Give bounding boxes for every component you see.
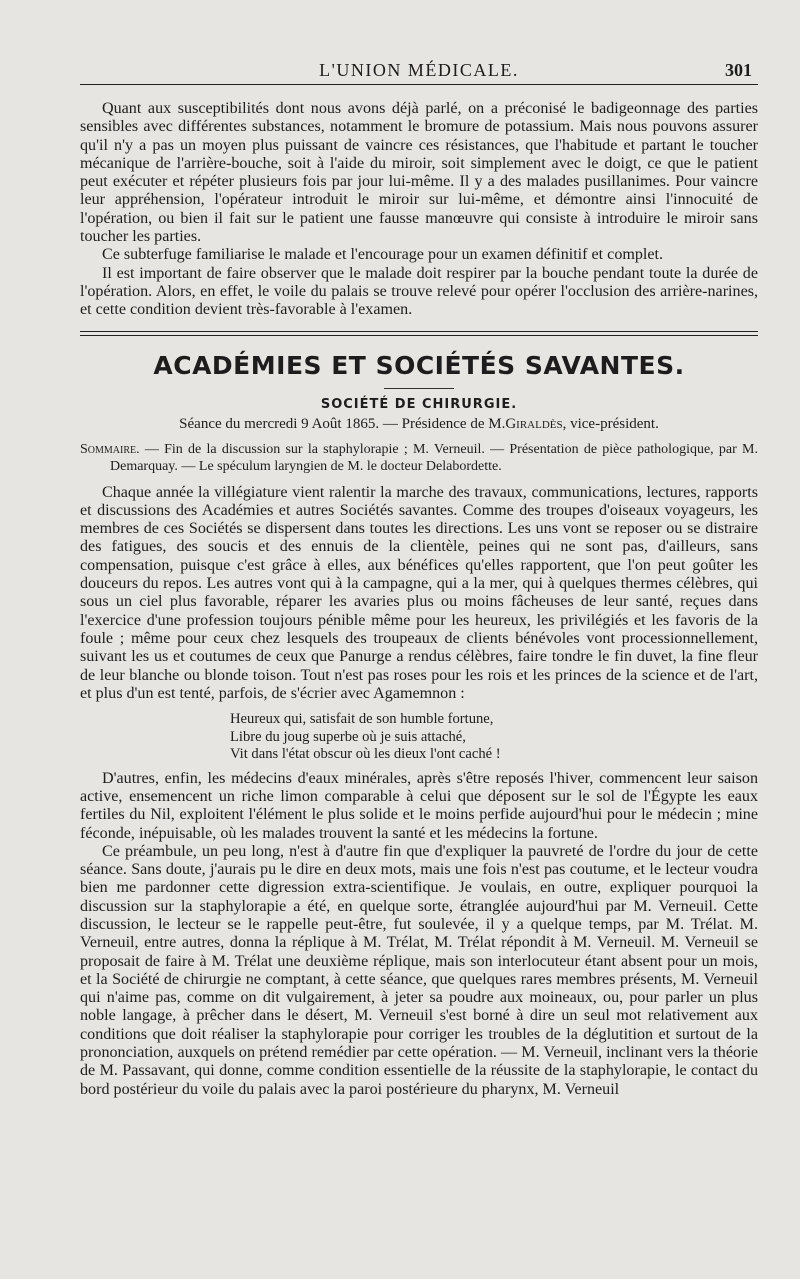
- body-paragraph-1: Chaque année la villégiature vient ralentir la marche des travaux, communications, lectures, rapports et discussions des Académies et autres Sociétés savantes. Comme des troupes d'oiseaux voyageurs, les membres de ces Sociétés se dispersent dans toutes les directions. Les uns vont se reposer ou se distraire des fatigues, des soucis et des ennuis de la clientèle, peines qui ne sont pas, d'ailleurs, sans compensation, puisque c'est grâce à elles, aux bénéfices qu'elles rapportent, que l'on peut goûter les douceurs du repos. Les autres vont qui à la campagne, qui a la mer, qui à quelques thermes célèbres, qui sous un ciel plus favorable, réparer les avaries plus ou moins fâcheuses de leur santé, reçues dans l'exercice d'une profession toujours pénible même pour les heureux, les privilégiés et les favoris de la foule ; même pour ceux chez lesquels des troupeaux de clients bénévoles vont processionnellement, suivant les us et coutumes de ceux que Panurge a rendus célèbres, faire tondre le fin duvet, la fine fleur de leur blanche ou blonde toison. Tout n'est pas roses pour les rois et les princes de la science et de l'art, et plus d'un est tenté, parfois, de s'écrier avec Agamemnon :: [80, 483, 758, 702]
- seance-text-end: , vice-président.: [562, 415, 659, 432]
- society-heading: SOCIÉTÉ DE CHIRURGIE.: [320, 396, 518, 412]
- intro-paragraph-1: Quant aux susceptibilités dont nous avons déjà parlé, on a préconisé le badigeonnage des parties sensibles avec différentes substances, notamment le bromure de potassium. Mais nous pouvons assurer qu'il n'y a pas un moyen plus puissant de vaincre ces résistances, que l'habitude et partant le toucher mécanique de l'arrière-bouche, soit à l'aide du miroir, soit simplement avec le doigt, ce que le patient peut exécuter et répéter plusieurs fois par jour lui-même. Il y a des malades pusillanimes. Pour vaincre leur appréhension, l'opérateur introduit le miroir sur lui-même, et démontre ainsi l'innocuité de l'opération, ou bien il fait sur le patient une fausse manœuvre qui consiste à introduire le miroir sans toucher les parties.: [80, 100, 758, 246]
- seance-president: Giraldès: [505, 415, 563, 432]
- body-paragraph-3: Ce préambule, un peu long, n'est à d'autre fin que d'expliquer la pauvreté de l'ordre du jour de cette séance. Sans doute, j'aurais pu le dire en deux mots, mais une fois n'est pas coutume, et le lecteur voudra bien me pardonner cette digression extra-scientifique. Je voulais, en outre, expliquer pourquoi la discussion sur la staphylorapie a été, en quelque sorte, étranglée aujourd'hui par M. Verneuil. Cette discussion, le lecteur se le rappelle peut-être, fut soulevée, il y a quelque temps, par M. Trélat. M. Verneuil, entre autres, donna la réplique à M. Trélat, M. Trélat répondit à M. Verneuil. M. Verneuil se proposait de faire à M. Trélat une deuxième réplique, mais son interlocuteur étant absent pour un mois, et la Société de chirurgie ne comptant, à cette séance, que quelques rares membres présents, M. Verneuil qui n'aime pas, comme on dit vulgairement, à jeter sa poudre aux moineaux, ou, pour parler un plus noble langage, à prêcher dans le désert, M. Verneuil s'est borné à dire un seul mot relativement aux conditions que doit réaliser la staphylorapie pour corriger les troubles de la déglutition et surtout de la prononciation, auxquels on prétend remédier par cette opération. — M. Verneuil, inclinant vers la théorie de M. Passavant, qui donne, comme condition essentielle de la réussite de la staphylorapie, le contact du bord postérieur du voile du palais avec la paroi postérieure du pharynx, M. Verneuil: [80, 842, 758, 1098]
- page-number: 301: [725, 60, 752, 80]
- verse-line-2: Libre du joug superbe où je suis attaché,: [230, 728, 466, 745]
- intro-paragraph-3: Il est important de faire observer que le malade doit respirer par la bouche pendant toute la durée de l'opération. Alors, en effet, le voile du palais se trouve relevé pour opérer l'occlusion des arrière-narines, et cette condition devient très-favorable à l'examen.: [80, 264, 758, 319]
- sommaire-text: — Fin de la discussion sur la staphylorapie ; M. Verneuil. — Présentation de pièce pathologique, par M. Demarquay. — Le spéculum laryngien de M. le docteur Delabordette.: [110, 441, 758, 474]
- running-header: [80, 58, 758, 85]
- section-divider: [80, 331, 758, 336]
- verse-quote: [230, 711, 758, 764]
- article-body: [80, 484, 758, 1099]
- seance-line: [80, 416, 758, 433]
- seance-text: Séance du mercredi 9 Août 1865. — Présidence de M.: [179, 415, 506, 432]
- intro-paragraph-2: Ce subterfuge familiarise le malade et l'encourage pour un examen définitif et complet.: [102, 246, 664, 264]
- heading-rule: [384, 388, 454, 389]
- section-heading: ACADÉMIES ET SOCIÉTÉS SAVANTES.: [153, 350, 685, 380]
- page-content: [80, 100, 758, 1099]
- verse-line-3: Vit dans l'état obscur où les dieux l'ont caché !: [230, 746, 501, 763]
- body-paragraph-2: D'autres, enfin, les médecins d'eaux minérales, après s'être reposés l'hiver, commencent leur saison active, ensemencent un riche limon comparable à celui que déposent sur le sol de l'Égypte les eaux fertiles du Nil, exploitent l'élément le plus solide et le moins perfide aujourd'hui pour le médecin ; mine féconde, inépuisable, où les malades trouvent la santé et les médecins la fortune.: [80, 769, 758, 842]
- sommaire-label: Sommaire.: [80, 441, 140, 457]
- sommaire: [80, 441, 758, 475]
- verse-line-1: Heureux qui, satisfait de son humble fortune,: [230, 711, 494, 728]
- journal-title: L'UNION MÉDICALE.: [319, 60, 519, 80]
